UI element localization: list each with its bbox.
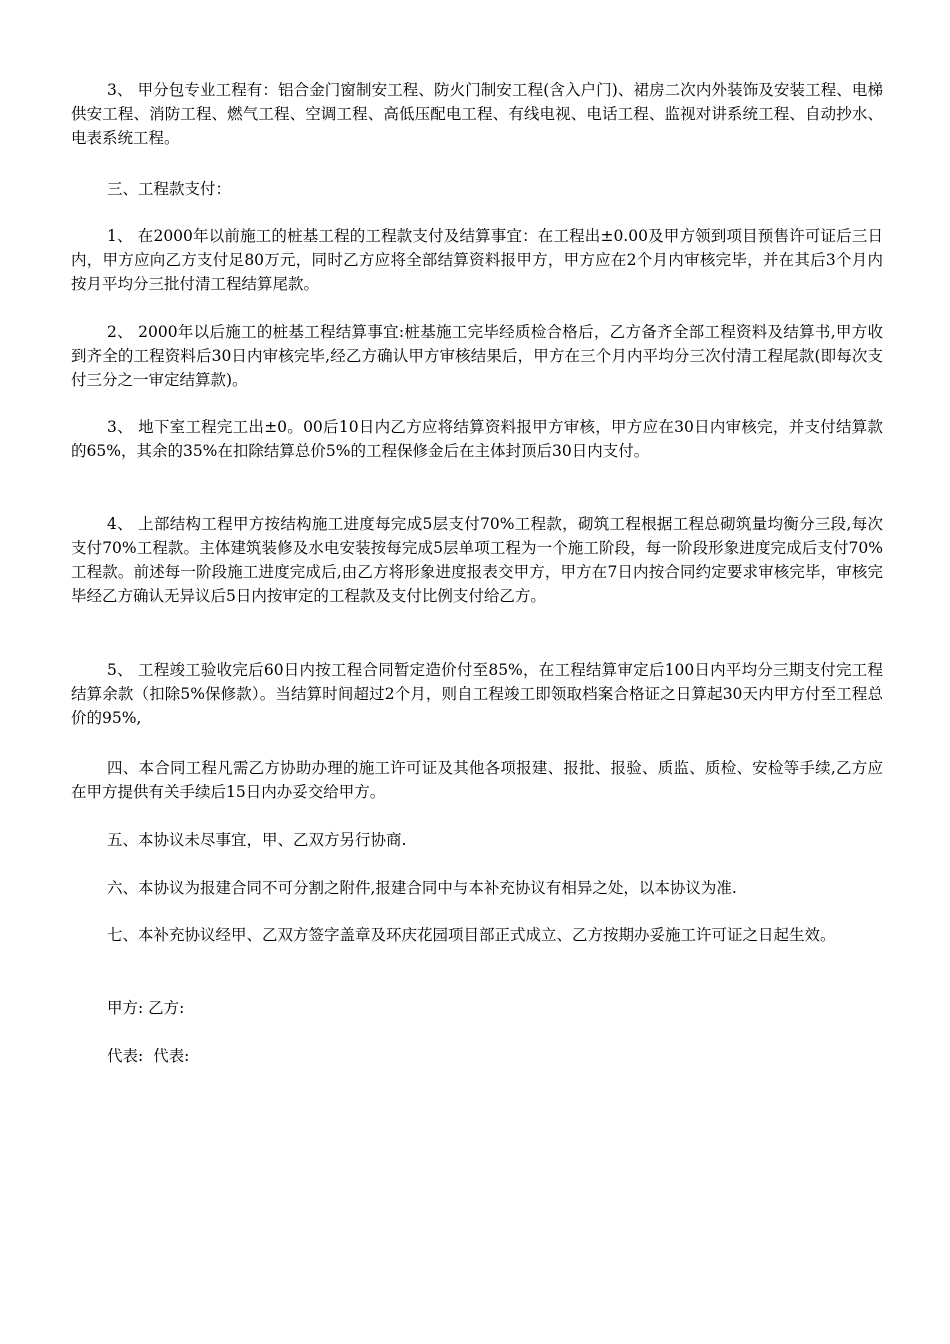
paragraph-payment-1: 1、 在2000年以前施工的桩基工程的工程款支付及结算事宜：在工程出±0.00及甲方领到项目预售许可证后三日内，甲方应向乙方支付足80万元，同时乙方应将全部结算资料报甲方，甲方应在2个月内审核完毕，并在其后3个月内按月平均分三批付清工程结算尾款。 [71,227,883,293]
paragraph-section-7: 七、本补充协议经甲、乙双方签字盖章及环庆花园项目部正式成立、乙方按期办妥施工许可证之日起生效。 [107,926,836,944]
section-heading-payment: 三、工程款支付： [107,180,232,198]
paragraph-payment-5: 5、 工程竣工验收完后60日内按工程合同暂定造价付至85%，在工程结算审定后100日内平均分三期支付完工程结算余款（扣除5%保修款）。当结算时间超过2个月，则自工程竣工即领取档案合格证之日算起30天内甲方付至工程总价的95%, [71,661,883,727]
paragraph-section-4: 四、本合同工程凡需乙方协助办理的施工许可证及其他各项报建、报批、报验、质监、质检、安检等手续,乙方应在甲方提供有关手续后15日内办妥交给甲方。 [71,759,883,801]
paragraph-payment-2: 2、 2000年以后施工的桩基工程结算事宜:桩基施工完毕经质检合格后，乙方备齐全部工程资料及结算书,甲方收到齐全的工程资料后30日内审核完毕,经乙方确认甲方审核结果后，甲方在三个月内平均分三次付清工程尾款(即每次支付三分之一审定结算款)。 [71,323,883,389]
paragraph-payment-3: 3、 地下室工程完工出±0。00后10日内乙方应将结算资料报甲方审核，甲方应在30日内审核完，并支付结算款的65%，其余的35%在扣除结算总价5%的工程保修金后在主体封顶后30日内支付。 [71,418,883,460]
paragraph-subcontract-items: 3、 甲分包专业工程有：铝合金门窗制安工程、防火门制安工程(含入户门)、裙房二次内外装饰及安装工程、电梯供安工程、消防工程、燃气工程、空调工程、高低压配电工程、有线电视、电话工程、监视对讲系统工程、自动抄水、电表系统工程。 [71,81,883,147]
signature-representatives: 代表: 代表: [107,1047,190,1065]
paragraph-payment-4: 4、 上部结构工程甲方按结构施工进度每完成5层支付70%工程款，砌筑工程根据工程总砌筑量均衡分三段,每次支付70%工程款。主体建筑装修及水电安装按每完成5层单项工程为一个施工阶段，每一阶段形象进度完成后支付70%工程款。前述每一阶段施工进度完成后,由乙方将形象进度报表交甲方，甲方在7日内按合同约定要求审核完毕，审核完毕经乙方确认无异议后5日内按审定的工程款及支付比例支付给乙方。 [71,515,883,605]
signature-parties: 甲方: 乙方: [107,999,185,1017]
paragraph-section-6: 六、本协议为报建合同不可分割之附件,报建合同中与本补充协议有相异之处，以本协议为准. [107,879,737,897]
paragraph-section-5: 五、本协议未尽事宜，甲、乙双方另行协商. [107,831,407,849]
